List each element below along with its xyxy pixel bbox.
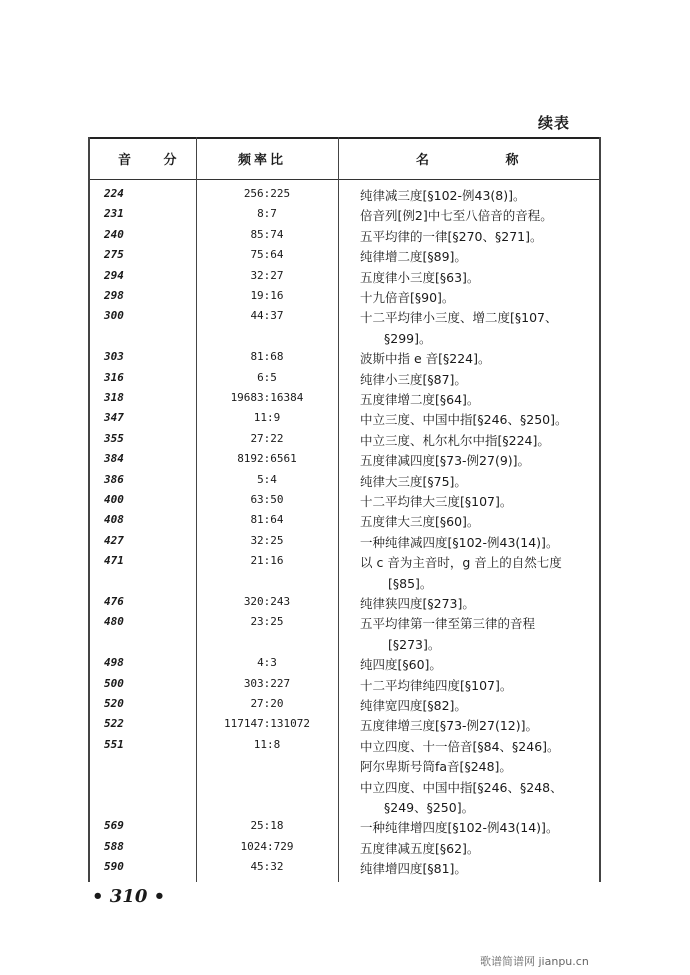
- table-row: [88, 371, 601, 389]
- table-row: [88, 289, 601, 307]
- frequency-ratio: 32:25: [250, 533, 284, 547]
- frequency-ratio: 63:50: [250, 493, 284, 506]
- interval-name: 纯律小三度[§87]。: [360, 371, 467, 387]
- cents-value: 240: [104, 227, 124, 241]
- interval-name: 五度律大三度[§60]。: [360, 514, 480, 530]
- table-row: [88, 717, 601, 735]
- frequency-ratio: 44:37: [250, 309, 284, 323]
- frequency-ratio: 19683:16384: [230, 391, 304, 404]
- cents-value: 480: [104, 615, 124, 629]
- cents-value: 386: [104, 472, 124, 486]
- table-row: [88, 493, 601, 511]
- interval-name: 纯律大三度[§75]。: [360, 473, 467, 489]
- cents-value: 316: [104, 370, 124, 384]
- cents-value: 224: [104, 187, 124, 200]
- interval-name: 阿尔卑斯号筒fa音[§248]。: [360, 759, 512, 775]
- table-row: [88, 697, 601, 715]
- interval-name: 十九倍音[§90]。: [360, 290, 455, 305]
- table-row: [88, 840, 601, 858]
- interval-name: 纯律狭四度[§273]。: [360, 596, 475, 611]
- cents-value: 275: [104, 248, 124, 262]
- interval-name: 纯律宽四度[§82]。: [360, 698, 467, 713]
- page-number: • 310 •: [92, 886, 166, 907]
- table-row: [88, 860, 601, 878]
- cents-value: 500: [104, 676, 124, 690]
- interval-name: 十二平均律小三度、增二度[§107、: [360, 310, 558, 326]
- table-row: [88, 350, 601, 368]
- table-row: [88, 248, 601, 266]
- interval-name: 波斯中指 e 音[§224]。: [360, 351, 491, 367]
- cents-value: 231: [104, 207, 124, 221]
- interval-name: 五度律增三度[§73-例27(12)]。: [360, 718, 538, 734]
- frequency-ratio: 8192:6561: [237, 452, 297, 466]
- cents-value: 298: [104, 289, 124, 302]
- table-row: [88, 513, 601, 531]
- table-row: [88, 391, 601, 409]
- table-row: [88, 207, 601, 225]
- table-row: [88, 737, 601, 815]
- table-row: [88, 656, 601, 674]
- frequency-ratio: 1024:729: [240, 839, 294, 853]
- frequency-ratio: 4:3: [257, 656, 277, 670]
- frequency-ratio: 19:16: [250, 289, 284, 302]
- continuation-label: 续表: [538, 114, 571, 132]
- table-row: [88, 432, 601, 450]
- interval-name: 纯律减三度[§102-例43(8)]。: [360, 188, 526, 203]
- frequency-ratio: 256:225: [243, 187, 291, 200]
- frequency-ratio: 11:8: [253, 737, 281, 751]
- cents-value: 408: [104, 513, 124, 527]
- frequency-ratio: 27:20: [250, 697, 284, 710]
- cents-value: 590: [104, 860, 124, 874]
- table-header-rule: [88, 179, 601, 180]
- table-row: [88, 452, 601, 470]
- cents-value: 427: [104, 533, 124, 547]
- cents-value: 318: [104, 391, 124, 404]
- interval-name: 五平均律的一律[§270、§271]。: [360, 228, 543, 244]
- interval-name: 十二平均律纯四度[§107]。: [360, 677, 513, 693]
- interval-name: 中立三度、中国中指[§246、§250]。: [360, 412, 568, 428]
- frequency-ratio: 5:4: [257, 472, 277, 486]
- table-row: [88, 228, 601, 246]
- cents-value: 300: [104, 309, 124, 323]
- frequency-ratio: 75:64: [250, 248, 284, 262]
- interval-name: 一种纯律增四度[§102-例43(14)]。: [360, 820, 559, 836]
- interval-name: 十二平均律大三度[§107]。: [360, 494, 513, 509]
- table-row: [88, 554, 601, 591]
- table-row: [88, 473, 601, 491]
- table-row: [88, 411, 601, 429]
- interval-name: §299]。: [384, 330, 432, 346]
- table-row: [88, 615, 601, 652]
- interval-name: 中立四度、中国中指[§246、§248、: [360, 779, 563, 795]
- interval-table: [88, 137, 601, 882]
- cents-value: 588: [104, 839, 124, 853]
- table-row: [88, 595, 601, 613]
- frequency-ratio: 81:64: [250, 513, 284, 527]
- interval-name: 纯律增二度[§89]。: [360, 249, 467, 265]
- cents-value: 569: [104, 819, 124, 833]
- cents-value: 384: [104, 452, 124, 466]
- table-row: [88, 677, 601, 695]
- interval-name: 五度律小三度[§63]。: [360, 269, 480, 285]
- frequency-ratio: 21:16: [250, 554, 284, 568]
- interval-name: 以 c 音为主音时，g 音上的自然七度: [360, 555, 562, 571]
- cents-value: 471: [104, 554, 124, 568]
- cents-value: 476: [104, 595, 124, 608]
- frequency-ratio: 25:18: [250, 819, 284, 833]
- cents-value: 303: [104, 350, 124, 364]
- interval-name: [§273]。: [388, 636, 441, 652]
- interval-name: 纯四度[§60]。: [360, 657, 442, 673]
- cents-value: 347: [104, 411, 124, 425]
- frequency-ratio: 11:9: [253, 411, 281, 425]
- cents-value: 520: [104, 697, 124, 710]
- frequency-ratio: 117147:131072: [223, 717, 311, 731]
- table-row: [88, 534, 601, 552]
- interval-name: 五度律增二度[§64]。: [360, 392, 480, 407]
- frequency-ratio: 85:74: [250, 227, 284, 241]
- interval-name: 五度律减四度[§73-例27(9)]。: [360, 453, 531, 469]
- frequency-ratio: 45:32: [250, 860, 284, 874]
- header-name: 名 称: [416, 153, 555, 168]
- cents-value: 551: [104, 737, 124, 751]
- interval-name: 五度律减五度[§62]。: [360, 840, 480, 856]
- table-top-rule: [88, 137, 601, 139]
- interval-name: 纯律增四度[§81]。: [360, 861, 467, 877]
- header-cents: 音 分: [118, 153, 191, 168]
- interval-name: 一种纯律减四度[§102-例43(14)]。: [360, 534, 559, 550]
- interval-name: 倍音列[例2]中七至八倍音的音程。: [360, 208, 553, 224]
- header-ratio: 频率比: [238, 153, 287, 168]
- frequency-ratio: 32:27: [250, 268, 284, 282]
- interval-name: 中立四度、十一倍音[§84、§246]。: [360, 738, 560, 754]
- cents-value: 522: [104, 717, 124, 731]
- interval-name: [§85]。: [388, 575, 433, 591]
- table-row: [88, 819, 601, 837]
- cents-value: 400: [104, 493, 124, 506]
- table-row: [88, 309, 601, 346]
- frequency-ratio: 23:25: [250, 615, 284, 629]
- interval-name: 中立三度、札尔札尔中指[§224]。: [360, 432, 550, 448]
- frequency-ratio: 6:5: [257, 370, 277, 384]
- table-row: [88, 269, 601, 287]
- cents-value: 355: [104, 431, 124, 445]
- frequency-ratio: 303:227: [243, 676, 291, 690]
- frequency-ratio: 8:7: [257, 207, 277, 221]
- cents-value: 498: [104, 656, 124, 670]
- interval-name: §249、§250]。: [384, 799, 475, 815]
- cents-value: 294: [104, 268, 124, 282]
- interval-name: 五平均律第一律至第三律的音程: [360, 616, 536, 632]
- table-row: [88, 187, 601, 205]
- frequency-ratio: 320:243: [243, 595, 291, 608]
- frequency-ratio: 27:22: [250, 431, 284, 445]
- frequency-ratio: 81:68: [250, 350, 284, 364]
- site-watermark: 歌谱简谱网 jianpu.cn: [480, 955, 589, 968]
